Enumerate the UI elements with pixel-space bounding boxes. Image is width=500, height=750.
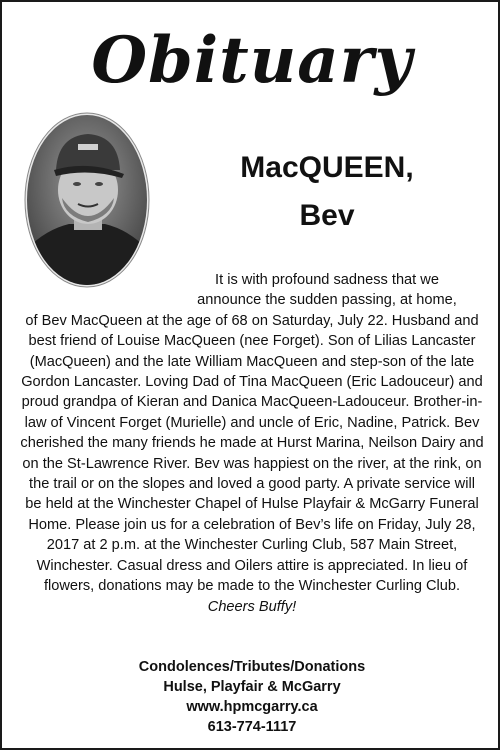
funeral-home-website: www.hpmcgarry.ca [186,699,318,715]
footer-heading: Condolences/Tributes/Donations [138,659,366,675]
notice-signoff: Cheers Buffy! [207,598,297,615]
notice-line-1: It is with profound sadness that we [215,272,439,288]
deceased-surname: MacQUEEN, [240,151,414,184]
funeral-home-name: Hulse, Playfair & McGarry [163,679,341,695]
deceased-given-name: Bev [299,199,355,232]
obituary-title: Obituary [91,23,413,98]
funeral-home-phone: 613-774-1117 [207,719,297,735]
funeral-home-info [2,657,500,737]
notice-line-2: announce the sudden passing, at home, [197,292,457,309]
obituary-notice [20,270,484,617]
deceased-name [192,144,462,240]
portrait-svg [24,112,150,288]
notice-body: of Bev MacQueen at the age of 68 on Saturday, July 22. Husband and best friend of Louise MacQueen (nee Forget). Son of Lilias Lancaster (MacQueen) and the late William MacQueen and step-son of the late Gordon Lancaster. Loving Dad of Tina MacQueen (Eric Ladouceur) and proud grandpa of Kieran and Danica MacQueen-Ladouceur. Brother-in-law of Vincent Forget (Murielle) and uncle of Eric, Nadine, Patrick. Bev cherished the many friends he made at Hurst Marina, Neilson Dairy and on the St-Lawrence River. Bev was happiest on the river, at the rink, on the trail or on the slopes and loved a good party. A private service will be held at the Winchester Chapel of Hulse Playfair & McGarry Funeral Home. Please join us for a celebration of Bev’s life on Friday, July 28, 2017 at 2 p.m. at the Winchester Curling Club, 587 Main Street, Winchester. Casual dress and Oilers attire is appreciated. In lieu of flowers, donations may be made to the Winchester Curling Club. [20,312,484,595]
obituary-header [2,20,500,102]
portrait-photo-icon [24,112,150,288]
